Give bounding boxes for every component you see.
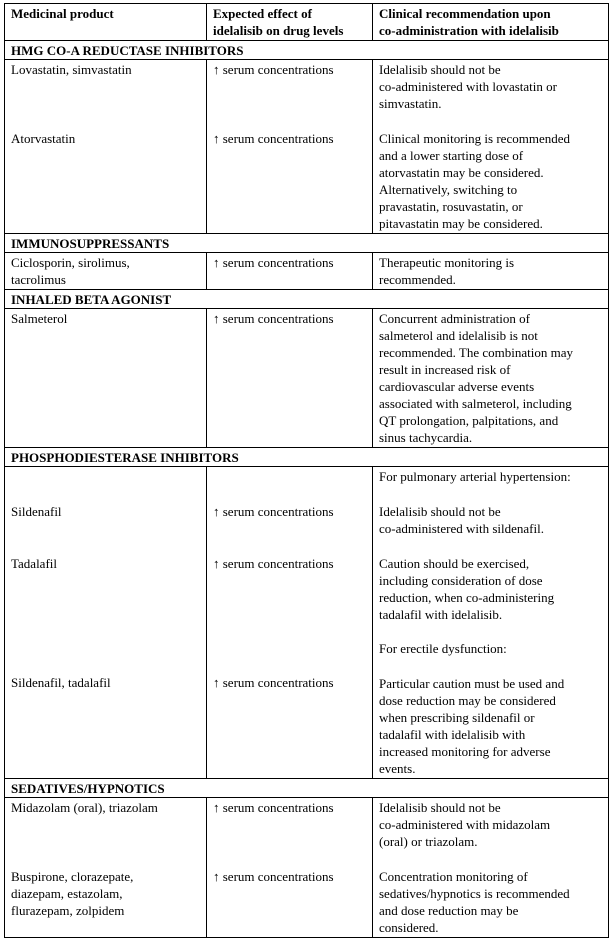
table-row [5,60,609,234]
section-row [5,448,609,467]
product-cell: Salmeterol [5,309,207,448]
section-title: PHOSPHODIESTERASE INHIBITORS [5,448,609,467]
section-title: IMMUNOSUPPRESSANTS [5,234,609,253]
effect-text: ↑ serum concentrations [213,62,334,77]
effect-cell [207,467,373,779]
header-row [5,4,609,41]
effect-cell [207,60,373,234]
recommendation-intro: For erectile dysfunction: [379,641,507,656]
recommendation-cell [373,798,609,938]
product-text: Buspirone, clorazepate, diazepam, estazolam, flurazepam, zolpidem [11,869,134,918]
section-row [5,290,609,309]
section-title: HMG CO-A REDUCTASE INHIBITORS [5,41,609,60]
product-text: Atorvastatin [11,131,76,146]
table-row [5,253,609,290]
section-title: SEDATIVES/HYPNOTICS [5,779,609,798]
table-row [5,467,609,779]
product-text: Lovastatin, simvastatin [11,62,132,77]
section-title: INHALED BETA AGONIST [5,290,609,309]
recommendation-text: Clinical monitoring is recommended and a lower starting dose of atorvastatin may be considered. Alternatively, switching to pravastatin, rosuvastatin, or pitavastatin may be considered. [379,131,570,231]
product-cell: Ciclosporin, sirolimus, tacrolimus [5,253,207,290]
effect-cell [207,798,373,938]
effect-text: ↑ serum concentrations [213,869,334,884]
recommendation-text: Caution should be exercised, including consideration of dose reduction, when co-administering tadalafil with idelalisib. [379,556,555,622]
table-row [5,798,609,938]
header-product: Medicinal product [5,4,207,41]
recommendation-cell: Therapeutic monitoring is recommended. [373,253,609,290]
effect-text: ↑ serum concentrations [213,800,334,815]
effect-text: ↑ serum concentrations [213,675,334,690]
header-recommendation: Clinical recommendation upon co-administration with idelalisib [373,4,609,41]
recommendation-intro: For pulmonary arterial hypertension: [379,469,571,484]
interaction-table [4,3,609,938]
effect-cell: ↑ serum concentrations [207,309,373,448]
effect-text: ↑ serum concentrations [213,131,334,146]
section-row [5,779,609,798]
recommendation-cell [373,467,609,779]
effect-text: ↑ serum concentrations [213,556,334,571]
product-text: Sildenafil [11,504,62,519]
product-cell [5,798,207,938]
recommendation-text: Idelalisib should not be co-administered with lovastatin or simvastatin. [379,62,557,111]
recommendation-text: Particular caution must be used and dose reduction may be considered when prescribing sildenafil or tadalafil with idelalisib with increased monitoring for adverse events. [379,676,565,776]
product-text: Midazolam (oral), triazolam [11,800,158,815]
recommendation-cell: Concurrent administration of salmeterol and idelalisib is not recommended. The combination may result in increased risk of cardiovascular adverse events associated with salmeterol, including QT prolongation, palpitations, and sinus tachycardia. [373,309,609,448]
product-text: Sildenafil, tadalafil [11,675,111,690]
table-row [5,309,609,448]
recommendation-text: Concentration monitoring of sedatives/hypnotics is recommended and dose reduction may be considered. [379,869,570,935]
header-effect: Expected effect of idelalisib on drug levels [207,4,373,41]
effect-text: ↑ serum concentrations [213,504,334,519]
recommendation-text: Idelalisib should not be co-administered with midazolam (oral) or triazolam. [379,800,551,849]
product-cell [5,467,207,779]
section-row [5,41,609,60]
product-text: Tadalafil [11,556,58,571]
effect-cell: ↑ serum concentrations [207,253,373,290]
recommendation-text: Idelalisib should not be co-administered with sildenafil. [379,504,544,536]
product-cell [5,60,207,234]
section-row [5,234,609,253]
recommendation-cell [373,60,609,234]
